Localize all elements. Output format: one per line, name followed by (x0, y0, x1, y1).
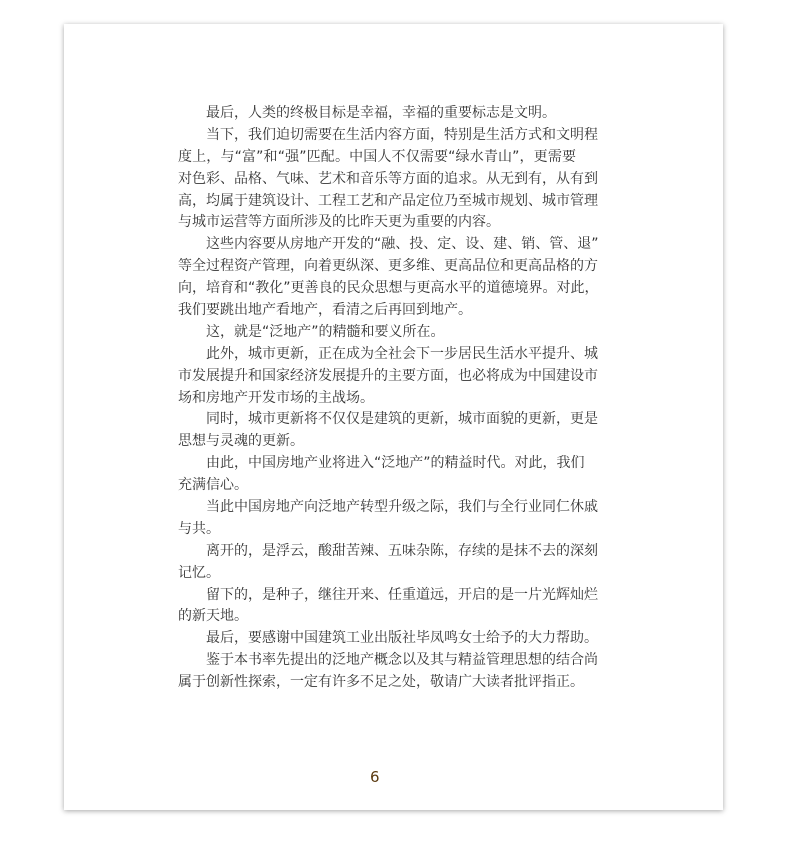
text-line: 与城市运营等方面所涉及的比昨天更为重要的内容。 (178, 214, 500, 231)
text-line: 记忆。 (178, 564, 220, 581)
text-line: 最后，要感谢中国建筑工业出版社毕凤鸣女士给予的大力帮助。 (206, 630, 598, 647)
paragraph (178, 497, 598, 541)
text-line: 的新天地。 (178, 608, 248, 625)
text-line: 市发展提升和国家经济发展提升的主要方面，也必将成为中国建设市 (178, 367, 598, 384)
page-number: 6 (370, 768, 380, 786)
text-line: 鉴于本书率先提出的泛地产概念以及其与精益管理思想的结合尚 (206, 652, 598, 669)
paragraph (178, 103, 576, 125)
text-line: 此外，城市更新，正在成为全社会下一步居民生活水平提升、城 (206, 345, 598, 362)
paragraph (178, 453, 585, 497)
paragraph (178, 344, 598, 410)
text-line: 同时，城市更新将不仅仅是建筑的更新，城市面貌的更新，更是 (206, 411, 598, 428)
paragraph (178, 585, 598, 629)
paragraph (178, 409, 598, 453)
text-line: 思想与灵魂的更新。 (178, 433, 304, 450)
text-line: 当下，我们迫切需要在生活内容方面，特别是生活方式和文明程 (206, 126, 598, 143)
text-line: 由此，中国房地产业将进入“泛地产”的精益时代。对此，我们 (206, 455, 585, 472)
paragraph (178, 650, 598, 694)
text-line: 最后，人类的终极目标是幸福，幸福的重要标志是文明。 (206, 105, 556, 121)
text-line: 充满信心。 (178, 477, 248, 494)
text-line: 留下的，是种子，继往开来、任重道远，开启的是一片光辉灿烂 (206, 586, 598, 603)
text-line: 这，就是“泛地产”的精髓和要义所在。 (206, 323, 445, 340)
text-line: 场和房地产开发市场的主战场。 (178, 389, 374, 406)
paragraph (178, 541, 598, 585)
paragraph (178, 322, 576, 344)
text-line: 对色彩、品格、气味、艺术和音乐等方面的追求。从无到有，从有到 (178, 170, 598, 187)
text-line: 当此中国房地产向泛地产转型升级之际，我们与全行业同仁休戚 (206, 499, 598, 516)
paragraph (178, 234, 599, 322)
text-line: 度上，与“富”和“强”匹配。中国人不仅需要“绿水青山”，更需要 (178, 148, 576, 165)
text-line: 高，均属于建筑设计、工程工艺和产品定位乃至城市规划、城市管理 (178, 192, 598, 209)
text-line: 向，培育和“教化”更善良的民众思想与更高水平的道德境界。对此， (178, 280, 599, 297)
document-page (64, 24, 723, 810)
paragraph (178, 125, 598, 234)
text-line: 这些内容要从房地产开发的“融、投、定、设、建、销、管、退” (206, 236, 599, 253)
text-line: 离开的，是浮云，酸甜苦辣、五味杂陈，存续的是抹不去的深刻 (206, 542, 598, 559)
text-line: 等全过程资产管理，向着更纵深、更多维、更高品位和更高品格的方 (178, 258, 598, 275)
body-text (178, 103, 599, 694)
text-line: 与共。 (178, 520, 220, 537)
text-line: 属于创新性探索，一定有许多不足之处，敬请广大读者批评指正。 (178, 674, 584, 691)
paragraph (178, 628, 598, 650)
text-line: 我们要跳出地产看地产，看清之后再回到地产。 (178, 302, 472, 319)
